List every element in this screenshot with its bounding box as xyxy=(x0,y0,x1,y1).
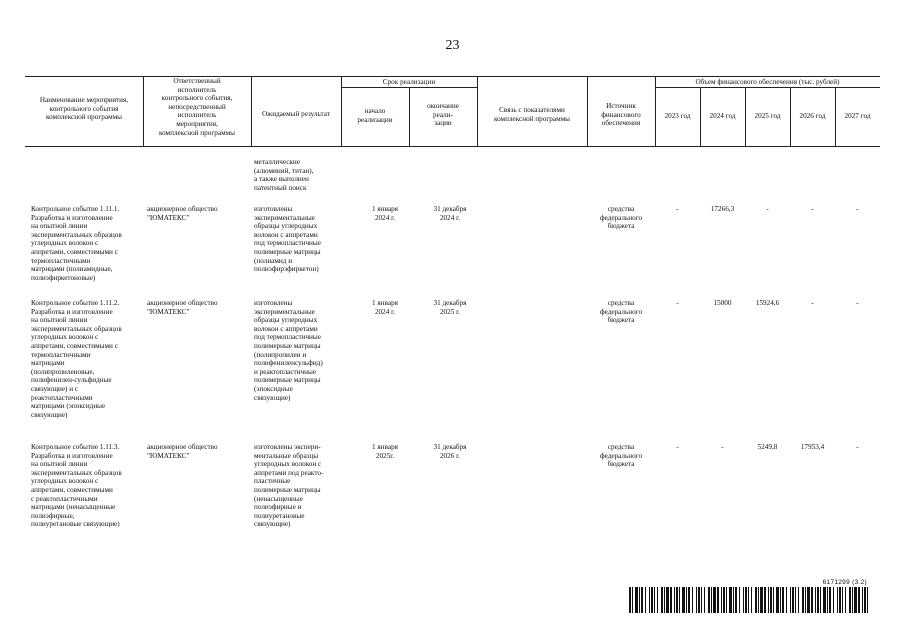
row-value-2025: - xyxy=(766,205,769,213)
row-end: 31 декабря 2025 г. xyxy=(433,299,467,316)
footer-reference: 6171299 (3.2) xyxy=(822,579,867,586)
row-value-2027: - xyxy=(856,205,859,213)
page-number: 23 xyxy=(445,38,460,53)
row-value-2025: 15924,6 xyxy=(755,299,780,307)
row-source: средства федерального бюджета xyxy=(599,299,643,325)
header-year-2023: 2023 год xyxy=(664,112,691,120)
row-result: изготовлены экспериментальные образцы углеродных волокон с аппретами под термопластичные полимерные матрицы (полиамид и полиэфирэфиркетон) xyxy=(254,205,321,274)
row-value-2027: - xyxy=(856,443,859,451)
row-source: средства федерального бюджета xyxy=(599,443,643,469)
row-name: Контрольное событие 1.11.1. Разработка и изготовление на опытной линии экспериментальных образцов углеродных волокон с аппретами, совместимыми с термопластичными матрицами (полиамидные, полиэфиркетоновые) xyxy=(31,205,122,282)
header-year-2024: 2024 год xyxy=(709,112,736,120)
row-responsible: акционерное общество "ЮМАТЕКС" xyxy=(147,299,218,316)
header-link: Связь с показателями комплексной программы xyxy=(493,106,571,123)
header-year-2025: 2025 год xyxy=(754,112,781,120)
row-value-2026: - xyxy=(811,205,814,213)
row-responsible: акционерное общество "ЮМАТЕКС" xyxy=(147,443,218,460)
header-responsible: Ответственный исполнитель контрольного события, непосредственный исполнитель мероприятия, комплексной программы xyxy=(158,77,236,137)
row-end: 31 декабря 2026 г. xyxy=(433,443,467,460)
barcode-icon xyxy=(629,587,869,613)
row-value-2025: 5249,8 xyxy=(757,443,778,451)
row-value-2024: 15000 xyxy=(713,299,732,307)
row-result: изготовлены экспериментальные образцы углеродных волокон с аппретами под термопластичные полимерные матрицы (полипропилен и полифениленсульфид) и реактопластичные полимерные матрицы (эпоксидные связующие) xyxy=(254,299,323,402)
row-name: Контрольное событие 1.11.2. Разработка и изготовление на опытной линии экспериментальных образцов углеродных волокон с аппретами, совместимыми с термопластичными матрицами (полипропиленовые, полифенилен-сульфидные связующие) и с реактопластичными матрицами (эпоксидные связующие) xyxy=(31,299,122,419)
row-value-2023: - xyxy=(676,443,679,451)
header-term: Срок реализации xyxy=(382,78,436,86)
row-start: 1 января 2024 г. xyxy=(372,205,398,222)
row-value-2026: - xyxy=(811,299,814,307)
header-year-2026: 2026 год xyxy=(799,112,826,120)
row-value-2024: 17266,3 xyxy=(710,205,735,213)
row-source: средства федерального бюджета xyxy=(599,205,643,231)
row-start: 1 января 2025г. xyxy=(372,443,398,460)
row-value-2023: - xyxy=(676,299,679,307)
header-result: Ожидаемый результат xyxy=(262,110,330,118)
header-name: Наименование мероприятия, контрольного события комплексной программы xyxy=(39,96,129,122)
row-start: 1 января 2024 г. xyxy=(372,299,398,316)
row-responsible: акционерное общество "ЮМАТЕКС" xyxy=(147,205,218,222)
row-value-2024: - xyxy=(721,443,724,451)
header-term-start: начало реализации xyxy=(357,107,393,124)
header-source: Источник финансового обеспечения xyxy=(601,102,641,128)
header-funding: Объем финансового обеспечения (тыс. рублей) xyxy=(695,78,840,86)
row-value-2027: - xyxy=(856,299,859,307)
row-value-2026: 17953,4 xyxy=(800,443,825,451)
row-value-2023: - xyxy=(676,205,679,213)
header-term-end: окончание реали- зации xyxy=(427,102,459,128)
row-result: изготовлены экспери- ментальные образцы углеродных волокон с аппретами под реакто- пластичные полимерные матрицы (ненасыщенные полиэфирные и полиуретановые связующие) xyxy=(254,443,324,529)
header-year-2027: 2027 год xyxy=(844,112,871,120)
row-end: 31 декабря 2024 г. xyxy=(433,205,467,222)
continuation-text: металлические (алюминий, титан), а также выполнен патентный поиск xyxy=(254,158,314,192)
row-name: Контрольное событие 1.11.3. Разработка и изготовление на опытной линии экспериментальных образцов углеродных волокон с аппретами, совместимыми с реактопластичными матрицами (ненасыщенные полиэфирные, полиуретановые связующие) xyxy=(31,443,122,529)
